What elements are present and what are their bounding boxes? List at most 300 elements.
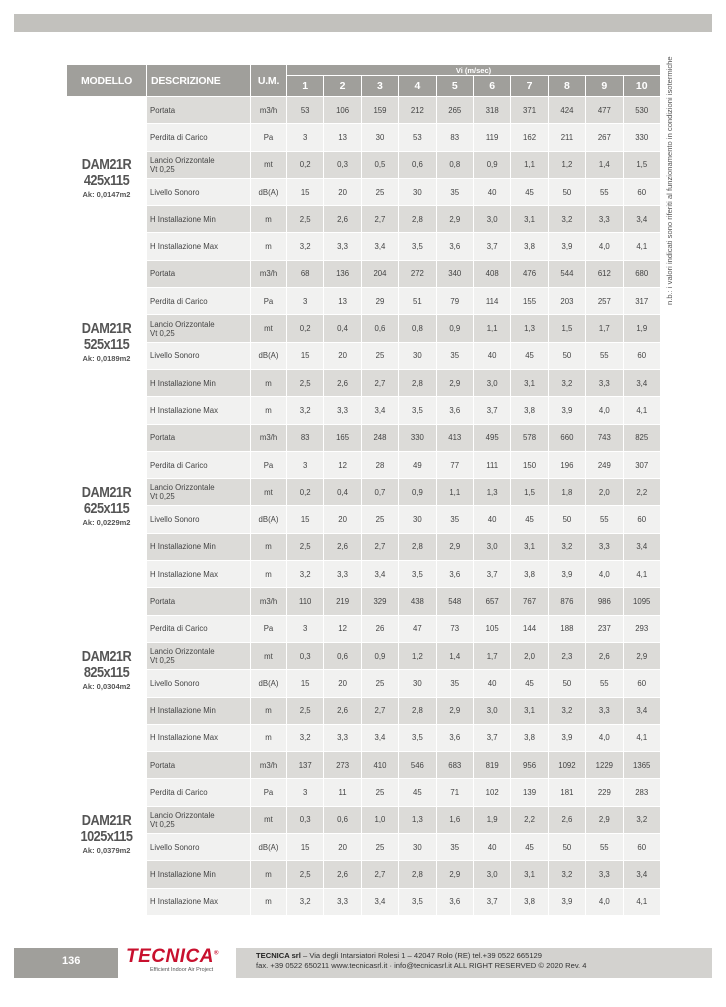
value-cell: 60 xyxy=(623,178,660,205)
table-body xyxy=(67,97,661,916)
value-cell: 12 xyxy=(324,451,361,478)
value-cell: 3,2 xyxy=(287,888,324,915)
value-cell: 4,1 xyxy=(623,233,660,260)
value-cell: 283 xyxy=(623,779,660,806)
value-cell: 35 xyxy=(436,178,473,205)
value-cell: 3,6 xyxy=(436,888,473,915)
value-cell: 2,6 xyxy=(324,533,361,560)
value-cell: 0,4 xyxy=(324,479,361,506)
table-row xyxy=(67,834,661,861)
table-row xyxy=(67,315,661,342)
value-cell: 0,2 xyxy=(287,151,324,178)
value-cell: 2,6 xyxy=(548,806,585,833)
value-cell: 986 xyxy=(586,588,623,615)
header-velocity-2: 2 xyxy=(324,76,361,97)
value-cell: 55 xyxy=(586,342,623,369)
value-cell: 293 xyxy=(623,615,660,642)
value-cell: 3,9 xyxy=(548,233,585,260)
value-cell: 3,6 xyxy=(436,724,473,751)
description-cell xyxy=(147,724,251,751)
value-cell: 68 xyxy=(287,260,324,287)
value-cell: 2,0 xyxy=(511,642,548,669)
table-row xyxy=(67,888,661,915)
value-cell: 3,5 xyxy=(399,233,436,260)
value-cell: 137 xyxy=(287,752,324,779)
value-cell: 1,3 xyxy=(399,806,436,833)
um-cell: dB(A) xyxy=(251,670,287,697)
value-cell: 20 xyxy=(324,342,361,369)
value-cell: 30 xyxy=(399,670,436,697)
value-cell: 50 xyxy=(548,342,585,369)
um-cell: Pa xyxy=(251,124,287,151)
value-cell: 3,0 xyxy=(473,533,510,560)
description-text: Livello Sonoro xyxy=(150,187,200,197)
value-cell: 683 xyxy=(436,752,473,779)
table-row xyxy=(67,752,661,779)
value-cell: 35 xyxy=(436,506,473,533)
value-cell: 257 xyxy=(586,288,623,315)
value-cell: 203 xyxy=(548,288,585,315)
value-cell: 2,9 xyxy=(436,533,473,560)
header-velocity: Vi (m/sec) xyxy=(287,65,661,76)
value-cell: 2,6 xyxy=(324,369,361,396)
value-cell: 30 xyxy=(399,506,436,533)
value-cell: 743 xyxy=(586,424,623,451)
description-text: H Installazione Max xyxy=(150,242,219,252)
description-text: Livello Sonoro xyxy=(150,678,200,688)
value-cell: 530 xyxy=(623,97,660,124)
value-cell: 20 xyxy=(324,834,361,861)
um-cell: m xyxy=(251,697,287,724)
value-cell: 3,2 xyxy=(548,369,585,396)
value-cell: 3,1 xyxy=(511,206,548,233)
value-cell: 20 xyxy=(324,178,361,205)
table-row xyxy=(67,533,661,560)
table-row xyxy=(67,397,661,424)
description-text: Portata xyxy=(150,269,176,279)
value-cell: 819 xyxy=(473,752,510,779)
value-cell: 40 xyxy=(473,834,510,861)
value-cell: 1092 xyxy=(548,752,585,779)
header-velocity-10: 10 xyxy=(623,76,660,97)
footer-line-2: fax. +39 0522 650211 www.tecnicasrl.it · info@tecnicasrl.it ALL RIGHT RESERVED © 2020 Rev. 4 xyxy=(256,961,587,970)
value-cell: 53 xyxy=(287,97,324,124)
header-velocity-5: 5 xyxy=(436,76,473,97)
value-cell: 47 xyxy=(399,615,436,642)
description-cell xyxy=(147,288,251,315)
value-cell: 0,4 xyxy=(324,315,361,342)
value-cell: 40 xyxy=(473,178,510,205)
value-cell: 50 xyxy=(548,506,585,533)
value-cell: 1,6 xyxy=(436,806,473,833)
value-cell: 3,1 xyxy=(511,861,548,888)
value-cell: 139 xyxy=(511,779,548,806)
header-velocity-1: 1 xyxy=(287,76,324,97)
value-cell: 211 xyxy=(548,124,585,151)
description-subtext: Vt 0,25 xyxy=(150,164,175,174)
value-cell: 3,2 xyxy=(287,561,324,588)
value-cell: 188 xyxy=(548,615,585,642)
description-text: Lancio Orizzontale xyxy=(150,810,215,820)
value-cell: 477 xyxy=(586,97,623,124)
value-cell: 2,9 xyxy=(436,697,473,724)
description-cell xyxy=(147,861,251,888)
value-cell: 578 xyxy=(511,424,548,451)
value-cell: 318 xyxy=(473,97,510,124)
value-cell: 3,7 xyxy=(473,561,510,588)
value-cell: 237 xyxy=(586,615,623,642)
table-row xyxy=(67,724,661,751)
value-cell: 3,4 xyxy=(361,888,398,915)
value-cell: 219 xyxy=(324,588,361,615)
value-cell: 30 xyxy=(399,834,436,861)
value-cell: 15 xyxy=(287,670,324,697)
value-cell: 110 xyxy=(287,588,324,615)
description-cell xyxy=(147,806,251,833)
value-cell: 20 xyxy=(324,506,361,533)
value-cell: 2,6 xyxy=(324,861,361,888)
description-cell xyxy=(147,670,251,697)
value-cell: 181 xyxy=(548,779,585,806)
description-subtext: Vt 0,25 xyxy=(150,656,175,666)
value-cell: 3,2 xyxy=(548,861,585,888)
table-row xyxy=(67,506,661,533)
value-cell: 2,2 xyxy=(511,806,548,833)
table-row xyxy=(67,178,661,205)
logo-tagline: Efficient Indoor Air Project xyxy=(150,967,214,973)
table-row xyxy=(67,806,661,833)
value-cell: 1,4 xyxy=(586,151,623,178)
value-cell: 45 xyxy=(399,779,436,806)
value-cell: 4,1 xyxy=(623,397,660,424)
value-cell: 273 xyxy=(324,752,361,779)
value-cell: 55 xyxy=(586,670,623,697)
description-text: Portata xyxy=(150,596,176,606)
value-cell: 3,3 xyxy=(586,697,623,724)
value-cell: 2,7 xyxy=(361,861,398,888)
value-cell: 15 xyxy=(287,178,324,205)
value-cell: 155 xyxy=(511,288,548,315)
value-cell: 2,9 xyxy=(436,861,473,888)
value-cell: 3,3 xyxy=(324,724,361,751)
model-ak: Ak: 0,0379m2 xyxy=(82,845,131,855)
value-cell: 2,7 xyxy=(361,697,398,724)
value-cell: 50 xyxy=(548,834,585,861)
value-cell: 0,6 xyxy=(399,151,436,178)
value-cell: 1,8 xyxy=(548,479,585,506)
description-cell xyxy=(147,369,251,396)
value-cell: 495 xyxy=(473,424,510,451)
value-cell: 248 xyxy=(361,424,398,451)
value-cell: 0,8 xyxy=(399,315,436,342)
description-cell xyxy=(147,779,251,806)
value-cell: 2,6 xyxy=(586,642,623,669)
description-cell xyxy=(147,834,251,861)
value-cell: 2,8 xyxy=(399,861,436,888)
value-cell: 3,2 xyxy=(623,806,660,833)
value-cell: 2,5 xyxy=(287,369,324,396)
value-cell: 29 xyxy=(361,288,398,315)
value-cell: 50 xyxy=(548,670,585,697)
um-cell: mt xyxy=(251,806,287,833)
um-cell: m xyxy=(251,369,287,396)
value-cell: 2,9 xyxy=(436,206,473,233)
value-cell: 3,9 xyxy=(548,397,585,424)
value-cell: 25 xyxy=(361,506,398,533)
description-cell xyxy=(147,206,251,233)
model-name-line2: 425x115 xyxy=(83,172,130,190)
table-header xyxy=(67,65,661,97)
header-velocity-3: 3 xyxy=(361,76,398,97)
value-cell: 476 xyxy=(511,260,548,287)
um-cell: m xyxy=(251,397,287,424)
model-ak: Ak: 0,0229m2 xyxy=(82,517,131,527)
description-cell xyxy=(147,588,251,615)
value-cell: 3,8 xyxy=(511,724,548,751)
value-cell: 4,0 xyxy=(586,561,623,588)
value-cell: 2,6 xyxy=(324,206,361,233)
table-row xyxy=(67,451,661,478)
value-cell: 438 xyxy=(399,588,436,615)
logo-text: TECNICA xyxy=(126,946,214,967)
table-row xyxy=(67,206,661,233)
value-cell: 2,5 xyxy=(287,861,324,888)
model-cell xyxy=(67,424,147,588)
value-cell: 2,7 xyxy=(361,206,398,233)
value-cell: 83 xyxy=(287,424,324,451)
value-cell: 3 xyxy=(287,124,324,151)
value-cell: 2,0 xyxy=(586,479,623,506)
value-cell: 3,7 xyxy=(473,888,510,915)
value-cell: 25 xyxy=(361,834,398,861)
value-cell: 546 xyxy=(399,752,436,779)
description-text: H Installazione Max xyxy=(150,405,219,415)
model-name-line1: DAM21R xyxy=(81,320,132,338)
table-row xyxy=(67,861,661,888)
value-cell: 3,2 xyxy=(287,724,324,751)
model-name-line1: DAM21R xyxy=(81,483,132,501)
value-cell: 3,8 xyxy=(511,233,548,260)
value-cell: 45 xyxy=(511,670,548,697)
value-cell: 4,0 xyxy=(586,724,623,751)
value-cell: 660 xyxy=(548,424,585,451)
value-cell: 3,5 xyxy=(399,888,436,915)
model-name-line1: DAM21R xyxy=(81,647,132,665)
value-cell: 212 xyxy=(399,97,436,124)
value-cell: 330 xyxy=(399,424,436,451)
value-cell: 3,3 xyxy=(586,369,623,396)
value-cell: 825 xyxy=(623,424,660,451)
description-cell xyxy=(147,479,251,506)
value-cell: 51 xyxy=(399,288,436,315)
logo-registered-mark: ® xyxy=(213,950,219,957)
value-cell: 3,2 xyxy=(287,397,324,424)
value-cell: 1,5 xyxy=(623,151,660,178)
value-cell: 150 xyxy=(511,451,548,478)
value-cell: 657 xyxy=(473,588,510,615)
header-velocity-9: 9 xyxy=(586,76,623,97)
model-ak: Ak: 0,0147m2 xyxy=(82,190,131,200)
value-cell: 3,0 xyxy=(473,369,510,396)
value-cell: 13 xyxy=(324,288,361,315)
value-cell: 408 xyxy=(473,260,510,287)
value-cell: 4,0 xyxy=(586,888,623,915)
table-row xyxy=(67,779,661,806)
value-cell: 3,5 xyxy=(399,397,436,424)
model-cell xyxy=(67,588,147,752)
description-cell xyxy=(147,97,251,124)
value-cell: 2,3 xyxy=(548,642,585,669)
value-cell: 15 xyxy=(287,342,324,369)
value-cell: 3,9 xyxy=(548,888,585,915)
um-cell: m xyxy=(251,206,287,233)
value-cell: 2,9 xyxy=(436,369,473,396)
value-cell: 20 xyxy=(324,670,361,697)
value-cell: 876 xyxy=(548,588,585,615)
description-cell xyxy=(147,233,251,260)
value-cell: 4,1 xyxy=(623,724,660,751)
description-cell xyxy=(147,615,251,642)
description-text: Perdita di Carico xyxy=(150,460,208,470)
um-cell: m3/h xyxy=(251,588,287,615)
um-cell: mt xyxy=(251,479,287,506)
table-row xyxy=(67,561,661,588)
value-cell: 3,6 xyxy=(436,561,473,588)
value-cell: 60 xyxy=(623,506,660,533)
value-cell: 2,8 xyxy=(399,206,436,233)
value-cell: 3,3 xyxy=(324,561,361,588)
um-cell: m xyxy=(251,561,287,588)
description-text: H Installazione Max xyxy=(150,569,219,579)
value-cell: 3,2 xyxy=(287,233,324,260)
value-cell: 3,9 xyxy=(548,561,585,588)
value-cell: 2,2 xyxy=(623,479,660,506)
value-cell: 2,9 xyxy=(586,806,623,833)
description-text: Livello Sonoro xyxy=(150,515,200,525)
description-cell xyxy=(147,151,251,178)
value-cell: 55 xyxy=(586,834,623,861)
value-cell: 11 xyxy=(324,779,361,806)
footer-address: – Via degli Intarsiatori Rolesi 1 – 42047 Rolo (RE) tel.+39 0522 665129 xyxy=(300,951,542,960)
value-cell: 30 xyxy=(399,178,436,205)
table-row xyxy=(67,424,661,451)
value-cell: 1,7 xyxy=(473,642,510,669)
value-cell: 0,9 xyxy=(361,642,398,669)
description-cell xyxy=(147,561,251,588)
um-cell: dB(A) xyxy=(251,342,287,369)
um-cell: mt xyxy=(251,642,287,669)
value-cell: 0,6 xyxy=(324,642,361,669)
value-cell: 1365 xyxy=(623,752,660,779)
value-cell: 3,3 xyxy=(324,888,361,915)
value-cell: 136 xyxy=(324,260,361,287)
value-cell: 3 xyxy=(287,615,324,642)
value-cell: 35 xyxy=(436,342,473,369)
description-text: Perdita di Carico xyxy=(150,296,208,306)
description-text: Perdita di Carico xyxy=(150,788,208,798)
description-cell xyxy=(147,451,251,478)
table-row xyxy=(67,288,661,315)
value-cell: 956 xyxy=(511,752,548,779)
model-name-line2: 525x115 xyxy=(83,336,130,354)
table-row xyxy=(67,369,661,396)
value-cell: 1,1 xyxy=(436,479,473,506)
value-cell: 3,3 xyxy=(324,233,361,260)
value-cell: 2,8 xyxy=(399,369,436,396)
value-cell: 2,8 xyxy=(399,533,436,560)
value-cell: 2,5 xyxy=(287,206,324,233)
value-cell: 767 xyxy=(511,588,548,615)
description-cell xyxy=(147,752,251,779)
value-cell: 3,0 xyxy=(473,206,510,233)
value-cell: 0,2 xyxy=(287,479,324,506)
value-cell: 119 xyxy=(473,124,510,151)
value-cell: 4,0 xyxy=(586,397,623,424)
um-cell: Pa xyxy=(251,451,287,478)
um-cell: m xyxy=(251,888,287,915)
value-cell: 4,1 xyxy=(623,888,660,915)
value-cell: 3,4 xyxy=(623,861,660,888)
description-text: Livello Sonoro xyxy=(150,351,200,361)
description-text: Lancio Orizzontale xyxy=(150,483,215,493)
table-row xyxy=(67,151,661,178)
header-model: MODELLO xyxy=(67,65,147,97)
value-cell: 40 xyxy=(473,670,510,697)
description-subtext: Vt 0,25 xyxy=(150,492,175,502)
value-cell: 3,1 xyxy=(511,697,548,724)
value-cell: 3 xyxy=(287,779,324,806)
table-row xyxy=(67,97,661,124)
description-cell xyxy=(147,342,251,369)
value-cell: 83 xyxy=(436,124,473,151)
value-cell: 2,7 xyxy=(361,533,398,560)
um-cell: m xyxy=(251,861,287,888)
model-name-line2: 625x115 xyxy=(83,499,130,517)
value-cell: 79 xyxy=(436,288,473,315)
description-text: H Installazione Max xyxy=(150,897,219,907)
description-text: H Installazione Max xyxy=(150,733,219,743)
model-cell xyxy=(67,260,147,424)
description-cell xyxy=(147,260,251,287)
description-text: H Installazione Min xyxy=(150,706,216,716)
um-cell: dB(A) xyxy=(251,506,287,533)
table-row xyxy=(67,588,661,615)
value-cell: 0,2 xyxy=(287,315,324,342)
value-cell: 3,6 xyxy=(436,397,473,424)
header-velocity-7: 7 xyxy=(511,76,548,97)
value-cell: 548 xyxy=(436,588,473,615)
description-text: Lancio Orizzontale xyxy=(150,319,215,329)
value-cell: 267 xyxy=(586,124,623,151)
header-velocity-8: 8 xyxy=(548,76,585,97)
value-cell: 114 xyxy=(473,288,510,315)
description-cell xyxy=(147,424,251,451)
value-cell: 30 xyxy=(361,124,398,151)
value-cell: 1,1 xyxy=(511,151,548,178)
value-cell: 3 xyxy=(287,288,324,315)
value-cell: 3,3 xyxy=(586,533,623,560)
value-cell: 3,4 xyxy=(361,561,398,588)
header-um: U.M. xyxy=(251,65,287,97)
value-cell: 3,8 xyxy=(511,397,548,424)
header-description: DESCRIZIONE xyxy=(147,65,251,97)
page-number: 136 xyxy=(62,955,81,967)
value-cell: 28 xyxy=(361,451,398,478)
value-cell: 45 xyxy=(511,506,548,533)
value-cell: 0,3 xyxy=(324,151,361,178)
um-cell: Pa xyxy=(251,779,287,806)
description-cell xyxy=(147,697,251,724)
